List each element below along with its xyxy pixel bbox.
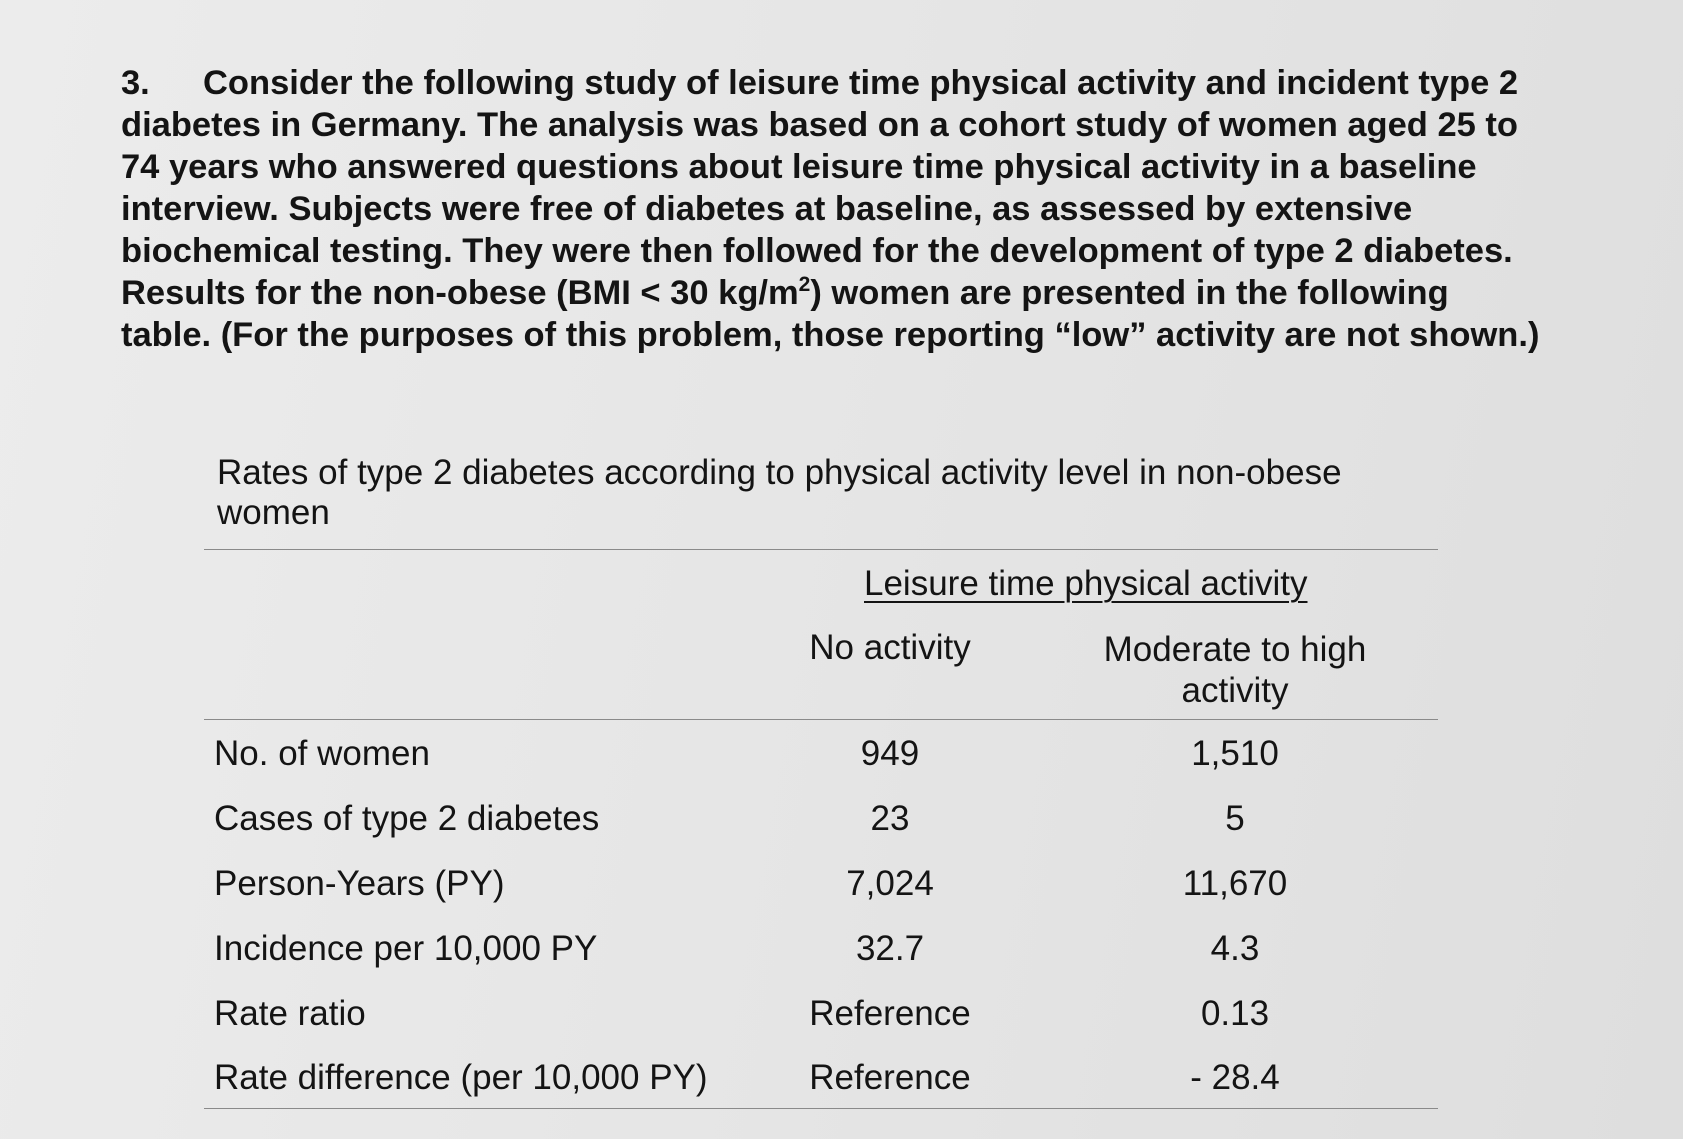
column-header-moderate-high: Moderate to high activity xyxy=(1103,630,1367,710)
column-header-no-activity: No activity xyxy=(809,628,971,667)
cell-no-activity: 32.7 xyxy=(855,929,925,968)
table-top-rule xyxy=(204,549,1438,550)
row-label: Cases of type 2 diabetes xyxy=(214,799,600,838)
table-row xyxy=(0,729,1683,779)
cell-no-activity: Reference xyxy=(809,1058,971,1097)
question-body-part1: Consider the following study of leisure time physical activity and incident type 2 diabetes in Germany. The analysis was based on a cohort study of women aged 25 to 74 years who answered questions about leisure time physical activity in a baseline interview. Subjects were free of diabetes at baseline, as assessed by extensive biochemical testing. They were then followed for the development of type 2 diabetes. Results for the non-obese (BMI < 30 kg/m xyxy=(121,64,1519,312)
cell-no-activity: 949 xyxy=(860,734,920,773)
cell-moderate-high: 11,670 xyxy=(1182,864,1288,903)
row-label: Rate difference (per 10,000 PY) xyxy=(214,1058,708,1097)
cell-no-activity: 23 xyxy=(870,799,910,838)
row-label: Incidence per 10,000 PY xyxy=(214,929,598,968)
group-header: Leisure time physical activity xyxy=(864,564,1308,603)
question-number: 3. xyxy=(121,64,150,102)
row-label: No. of women xyxy=(214,734,430,773)
table-bottom-rule xyxy=(204,1108,1438,1109)
table-row xyxy=(0,989,1683,1039)
cell-no-activity: Reference xyxy=(809,994,971,1033)
table-row xyxy=(0,859,1683,909)
question-text xyxy=(121,62,1541,356)
superscript-two: 2 xyxy=(798,273,811,296)
cell-moderate-high: 4.3 xyxy=(1210,929,1260,968)
cell-moderate-high: - 28.4 xyxy=(1190,1058,1280,1097)
table-header-rule xyxy=(204,719,1438,720)
cell-moderate-high: 0.13 xyxy=(1200,994,1270,1033)
cell-no-activity: 7,024 xyxy=(846,864,934,903)
row-label: Rate ratio xyxy=(214,994,366,1033)
table-row xyxy=(0,924,1683,974)
table-caption: Rates of type 2 diabetes according to physical activity level in non-obese women xyxy=(217,453,1342,532)
question-body-part2: ) women are presented in the following table. (For the purposes of this problem, those reporting “low” activity are not shown.) xyxy=(121,274,1540,354)
row-label: Person-Years (PY) xyxy=(214,864,505,903)
cell-moderate-high: 1,510 xyxy=(1191,734,1279,773)
cell-moderate-high: 5 xyxy=(1225,799,1245,838)
table-row xyxy=(0,1053,1683,1103)
table-row xyxy=(0,794,1683,844)
